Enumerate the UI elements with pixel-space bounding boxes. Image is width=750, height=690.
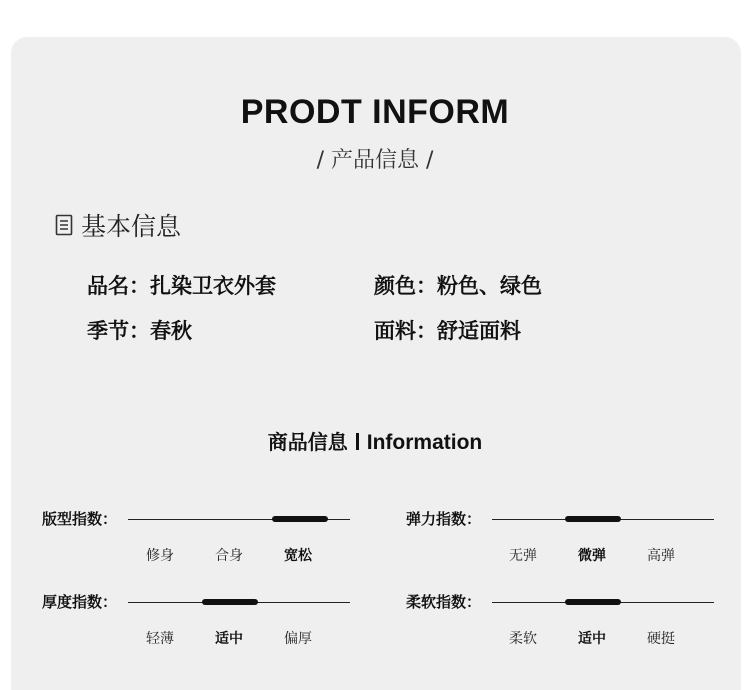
scale-indicator (565, 516, 621, 522)
information-cn: 商品信息 (267, 430, 348, 454)
scale-option: 硬挺 (647, 631, 675, 647)
scale-option: 柔软 (509, 631, 537, 647)
scale-option: 适中 (578, 631, 606, 647)
information-heading (0, 426, 750, 455)
scale-option: 偏厚 (284, 631, 312, 647)
basic-info-heading (55, 207, 181, 243)
scale-option: 适中 (215, 631, 243, 647)
information-divider (356, 433, 359, 450)
scale-option: 合身 (215, 548, 243, 564)
scale-softness (406, 591, 746, 651)
scale-indicator (565, 599, 621, 605)
scale-label: 柔软指数： (406, 593, 482, 611)
scale-indicator (202, 599, 258, 605)
scale-label: 弹力指数： (406, 510, 482, 528)
scale-indicator (272, 516, 328, 522)
scale-option: 轻薄 (146, 631, 174, 647)
page-subtitle: / 产品信息 / (316, 148, 434, 173)
info-color: 颜色：粉色、绿色 (374, 274, 542, 298)
info-season: 季节：春秋 (87, 319, 192, 343)
document-icon (55, 214, 73, 236)
scale-option: 高弹 (647, 548, 675, 564)
basic-info-label: 基本信息 (81, 212, 182, 241)
scale-thickness (42, 591, 382, 651)
information-en: Information (366, 431, 483, 454)
info-fabric: 面料：舒适面料 (374, 319, 521, 343)
scale-label: 版型指数： (42, 510, 118, 528)
scale-elasticity (406, 508, 746, 568)
info-product-name: 品名：扎染卫衣外套 (87, 274, 276, 298)
scale-option: 微弹 (578, 548, 606, 564)
page-title: PRODT INFORM (240, 93, 510, 131)
scale-option: 无弹 (509, 548, 537, 564)
scale-option: 修身 (146, 548, 174, 564)
scale-option: 宽松 (284, 548, 312, 564)
scale-fit (42, 508, 382, 568)
scale-label: 厚度指数： (42, 593, 118, 611)
